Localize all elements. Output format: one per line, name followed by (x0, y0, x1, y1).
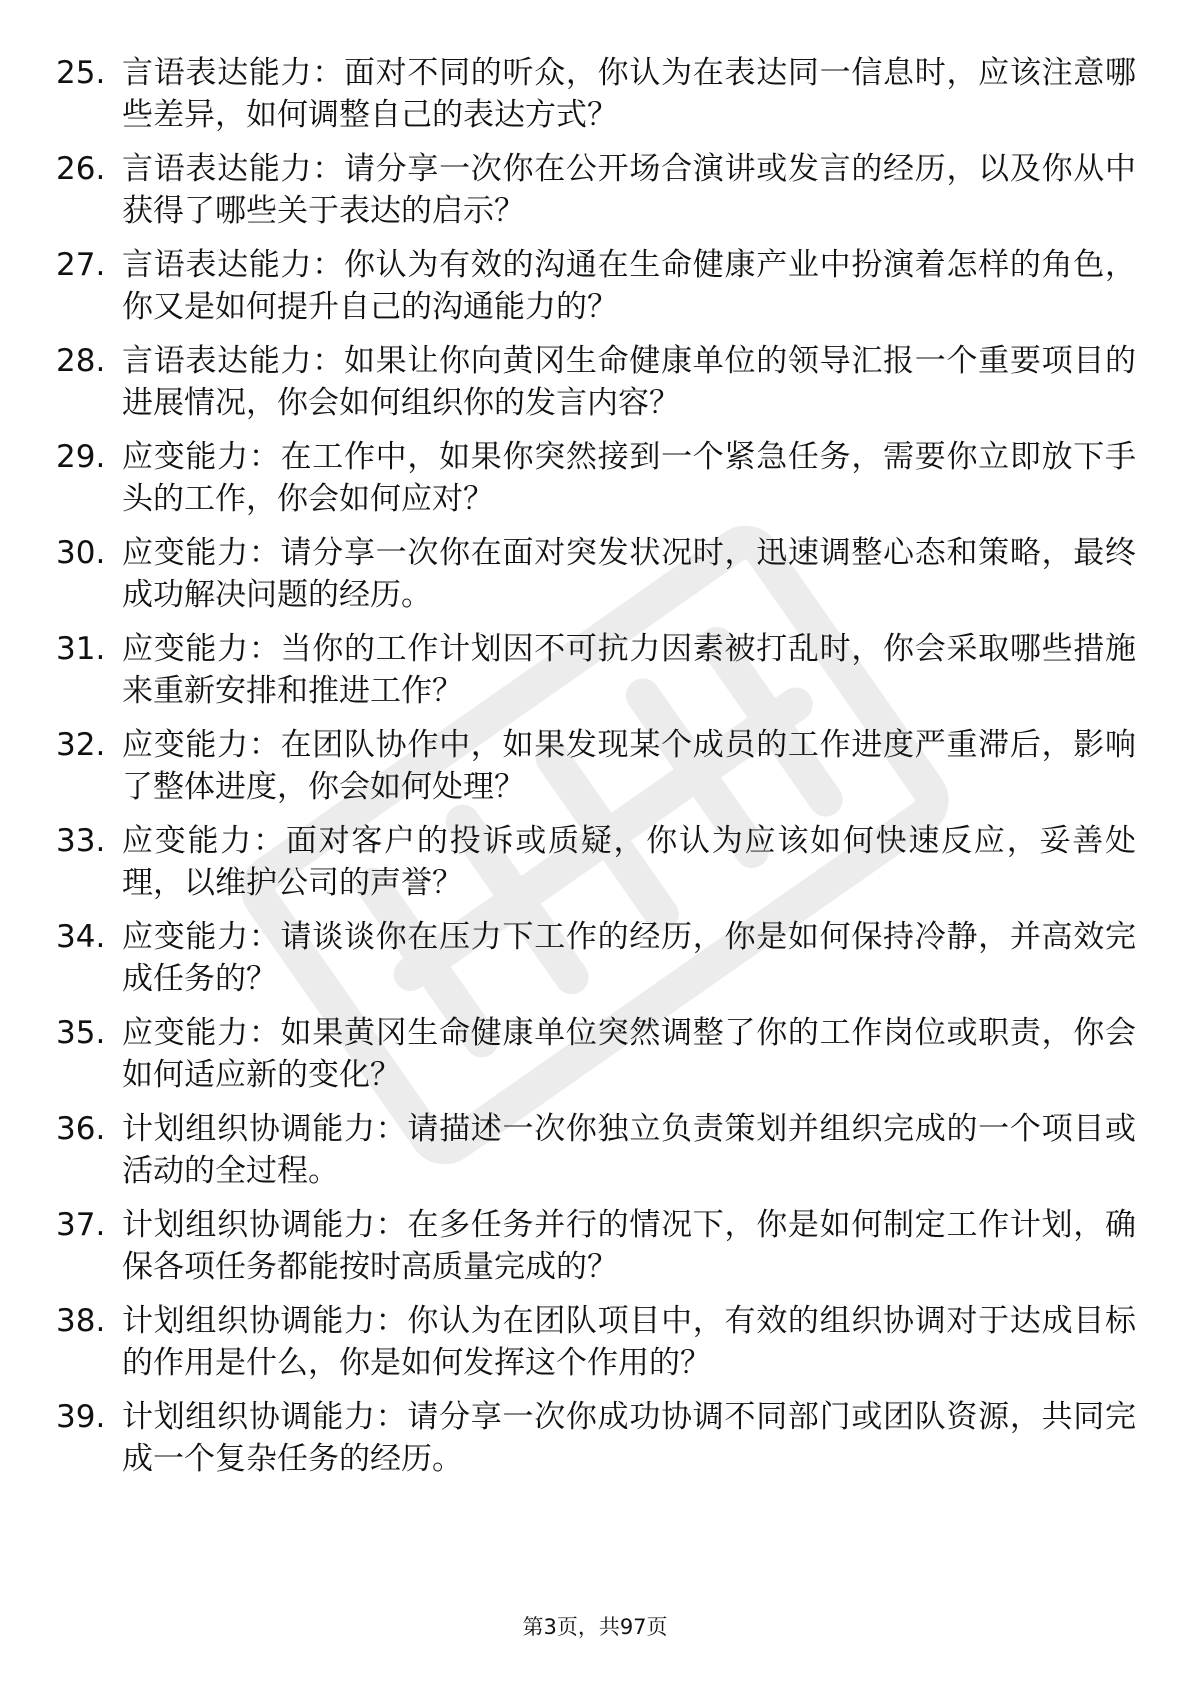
question-text: 应变能力：在团队协作中，如果发现某个成员的工作进度严重滞后，影响了整体进度，你会如何处理？ (122, 727, 1136, 805)
question-item (56, 916, 1136, 1012)
page-number-footer: 第3页，共97页 (522, 1615, 668, 1639)
question-text: 应变能力：如果黄冈生命健康单位突然调整了你的工作岗位或职责，你会如何适应新的变化？ (122, 1015, 1136, 1093)
question-text: 言语表达能力：你认为有效的沟通在生命健康产业中扮演着怎样的角色，你又是如何提升自己的沟通能力的？ (122, 247, 1136, 325)
question-item (56, 820, 1136, 916)
question-item (56, 436, 1136, 532)
question-item (56, 532, 1136, 628)
question-item (56, 1300, 1136, 1396)
question-text: 计划组织协调能力：在多任务并行的情况下，你是如何制定工作计划，确保各项任务都能按时高质量完成的？ (122, 1207, 1136, 1285)
question-text: 应变能力：请分享一次你在面对突发状况时，迅速调整心态和策略，最终成功解决问题的经历。 (122, 535, 1136, 613)
question-item (56, 1108, 1136, 1204)
question-item (56, 1396, 1136, 1492)
question-number: 27. (56, 247, 106, 283)
question-number: 39. (56, 1399, 106, 1435)
question-text: 应变能力：当你的工作计划因不可抗力因素被打乱时，你会采取哪些措施来重新安排和推进工作？ (122, 631, 1136, 709)
question-number: 35. (56, 1015, 106, 1051)
question-item (56, 244, 1136, 340)
question-text: 计划组织协调能力：请分享一次你成功协调不同部门或团队资源，共同完成一个复杂任务的经历。 (122, 1399, 1136, 1477)
question-text: 计划组织协调能力：你认为在团队项目中，有效的组织协调对于达成目标的作用是什么，你是如何发挥这个作用的？ (122, 1303, 1136, 1381)
question-number: 31. (56, 631, 106, 667)
question-number: 38. (56, 1303, 106, 1339)
question-number: 37. (56, 1207, 106, 1243)
question-item (56, 340, 1136, 436)
question-item (56, 1204, 1136, 1300)
question-text: 言语表达能力：面对不同的听众，你认为在表达同一信息时，应该注意哪些差异，如何调整自己的表达方式？ (122, 55, 1136, 133)
question-number: 29. (56, 439, 106, 475)
question-number: 28. (56, 343, 106, 379)
question-number: 26. (56, 151, 106, 187)
question-number: 34. (56, 919, 106, 955)
question-item (56, 724, 1136, 820)
question-text: 言语表达能力：如果让你向黄冈生命健康单位的领导汇报一个重要项目的进展情况，你会如何组织你的发言内容？ (122, 343, 1136, 421)
question-number: 25. (56, 55, 106, 91)
question-item (56, 628, 1136, 724)
question-item (56, 1012, 1136, 1108)
question-number: 33. (56, 823, 106, 859)
question-text: 应变能力：在工作中，如果你突然接到一个紧急任务，需要你立即放下手头的工作，你会如何应对？ (122, 439, 1136, 517)
question-text: 计划组织协调能力：请描述一次你独立负责策划并组织完成的一个项目或活动的全过程。 (122, 1111, 1136, 1189)
question-text: 言语表达能力：请分享一次你在公开场合演讲或发言的经历，以及你从中获得了哪些关于表达的启示？ (122, 151, 1136, 229)
question-number: 30. (56, 535, 106, 571)
question-item (56, 148, 1136, 244)
question-number: 36. (56, 1111, 106, 1147)
question-text: 应变能力：请谈谈你在压力下工作的经历，你是如何保持冷静，并高效完成任务的？ (122, 919, 1136, 997)
question-number: 32. (56, 727, 106, 763)
question-text: 应变能力：面对客户的投诉或质疑，你认为应该如何快速反应，妥善处理，以维护公司的声誉？ (122, 823, 1136, 901)
question-list (56, 52, 1136, 1492)
question-item (56, 52, 1136, 148)
